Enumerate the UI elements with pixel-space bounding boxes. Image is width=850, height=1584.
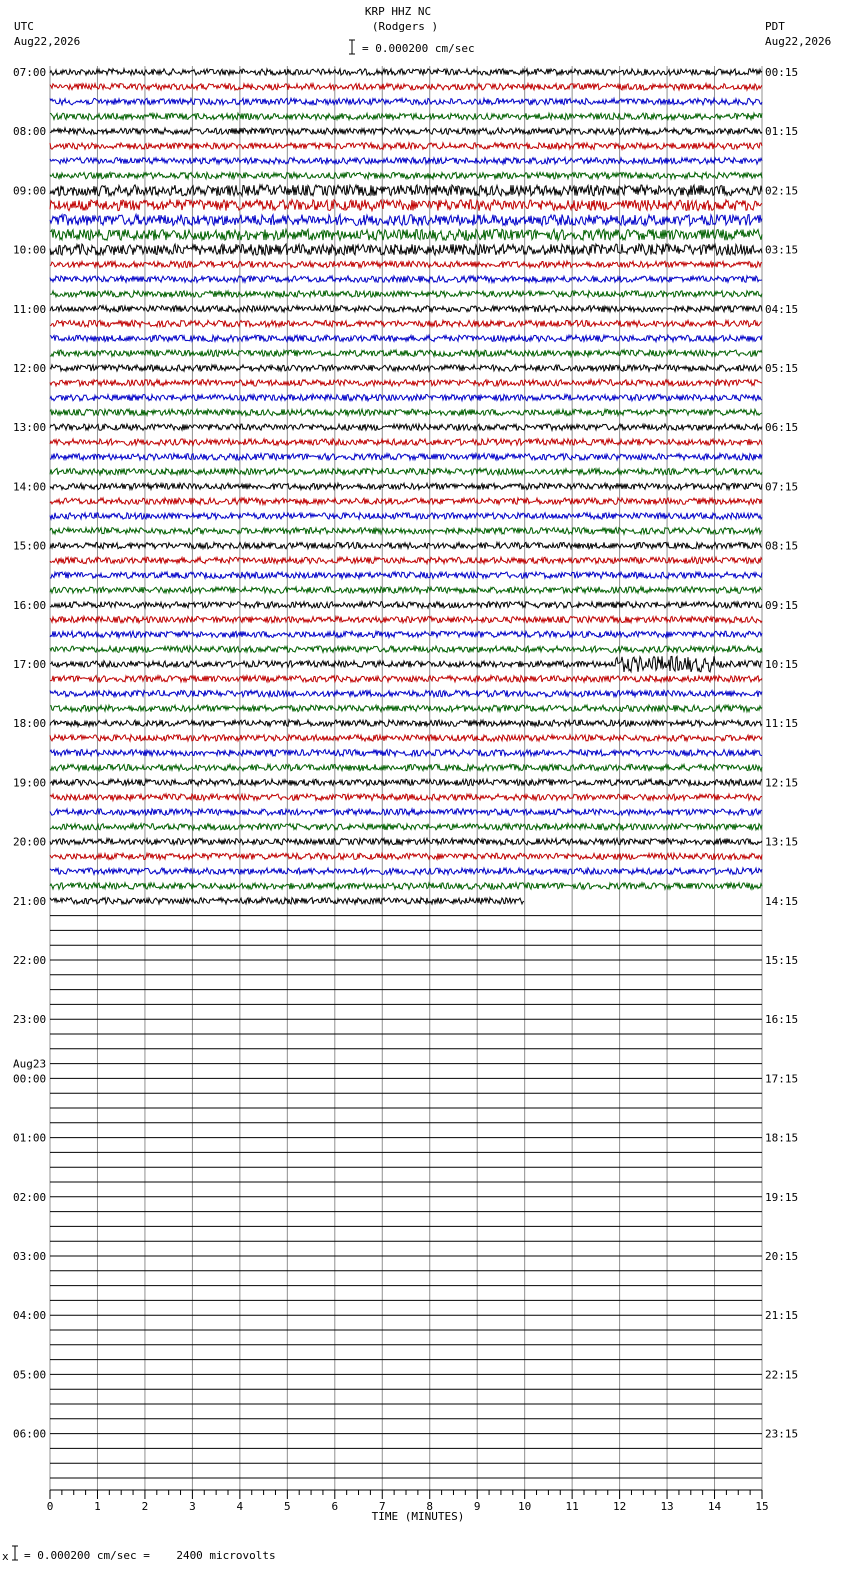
trace-line [50,439,762,445]
trace-line [50,229,762,240]
utc-hour-label: 10:00 [13,243,47,257]
scale-label: = 0.000200 cm/sec [362,42,475,55]
trace-line [50,779,762,785]
utc-hour-label: 02:00 [13,1190,47,1204]
utc-hour-label: 09:00 [13,184,47,198]
utc-hour-label: 20:00 [13,835,47,849]
pdt-hour-label: 08:15 [765,539,799,553]
pdt-hour-label: 19:15 [765,1190,799,1204]
trace-line [50,244,762,255]
footer-scale-icon [12,1546,18,1560]
trace-line [50,572,762,578]
trace-line [50,128,762,134]
utc-hour-label: 17:00 [13,658,47,671]
trace-line [50,794,762,800]
trace-line [50,809,762,815]
pdt-hour-label: 15:15 [765,954,799,967]
utc-hour-label: 12:00 [13,362,47,375]
pdt-hour-label: 20:15 [765,1250,799,1263]
x-tick-label: 5 [284,1500,291,1513]
utc-hour-label: 16:00 [13,598,47,612]
x-axis-label: TIME (MINUTES) [371,1510,465,1523]
trace-line [50,528,762,534]
left-timezone: UTC [14,20,34,33]
trace-line [50,185,762,196]
utc-hour-label: 19:00 [13,776,47,790]
trace-line [50,483,762,489]
right-date: Aug22,2026 [765,35,832,48]
scale-bar-icon [349,40,355,54]
pdt-hour-label: 00:15 [765,66,799,79]
utc-hour-label: 05:00 [13,1368,47,1382]
trace-line [50,215,762,226]
x-tick-label: 7 [378,1500,386,1513]
trace-line [50,306,762,312]
trace-line [50,380,762,386]
left-date: Aug22,2026 [14,35,81,48]
utc-hour-label: 00:00 [13,1072,47,1086]
trace-line [50,602,762,608]
pdt-hour-label: 02:15 [765,184,799,198]
utc-hour-label: 06:00 [13,1427,47,1441]
pdt-hour-label: 22:15 [765,1368,799,1382]
trace-line [50,676,762,682]
trace-line [50,172,762,178]
trace-line [50,720,762,726]
utc-hour-label: 04:00 [13,1309,47,1323]
x-tick-label: 1 [94,1500,101,1513]
trace-line [50,468,762,474]
trace-line [50,498,762,504]
trace-line [50,454,762,460]
utc-hour-label: 01:00 [13,1131,47,1145]
x-tick-label: 11 [565,1500,579,1513]
utc-hour-label: 11:00 [13,302,47,316]
trace-line [50,113,762,119]
trace-line [50,276,762,282]
utc-hour-label: 18:00 [13,717,47,731]
trace-line [50,143,762,149]
utc-hour-label: 03:00 [13,1250,47,1263]
utc-hour-label: 13:00 [13,421,47,435]
trace-line [50,394,762,400]
x-tick-label: 3 [189,1500,196,1513]
trace-line [50,883,762,889]
pdt-hour-label: 04:15 [765,302,799,316]
x-tick-label: 9 [473,1500,481,1513]
pdt-hour-label: 16:15 [765,1013,799,1027]
x-tick-label: 2 [141,1500,149,1513]
x-tick-label: 6 [331,1500,339,1513]
trace-line [50,616,762,622]
trace-line [50,409,762,415]
x-tick-label: 0 [46,1500,54,1513]
pdt-hour-label: 03:15 [765,243,799,257]
x-tick-label: 10 [518,1500,532,1513]
pdt-hour-label: 09:15 [765,598,799,612]
trace-line [50,631,762,637]
pdt-hour-labels [765,66,798,1441]
utc-hour-label: 07:00 [13,66,47,79]
trace-line [50,824,762,830]
pdt-hour-label: 17:15 [765,1072,799,1086]
pdt-hour-label: 10:15 [765,658,799,671]
utc-hour-labels [13,66,46,1441]
x-tick-label: 4 [236,1500,244,1513]
trace-line [50,291,762,297]
trace-line [50,853,762,859]
x-tick-label: 13 [660,1500,674,1513]
trace-line [50,158,762,164]
trace-line [50,838,762,844]
trace-line [50,764,762,770]
trace-line [50,646,762,652]
utc-hour-label: 15:00 [13,539,47,553]
x-tick-label: 8 [426,1500,434,1513]
pdt-hour-label: 06:15 [765,421,799,435]
pdt-hour-label: 12:15 [765,776,799,790]
pdt-hour-label: 14:15 [765,894,799,908]
trace-line [50,424,762,430]
trace-line [50,84,762,90]
trace-line [50,750,762,756]
trace-line [50,587,762,593]
trace-line [50,690,762,696]
pdt-hour-label: 13:15 [765,835,799,849]
pdt-hour-label: 05:15 [765,362,799,375]
footer-scale-label: = 0.000200 cm/sec = 2400 microvolts [24,1549,276,1562]
trace-line [50,557,762,563]
date-change-label: Aug23 [13,1057,47,1071]
trace-line [50,350,762,356]
right-timezone: PDT [765,20,785,33]
trace-line [50,868,762,874]
site-title: (Rodgers ) [371,20,439,33]
trace-line [50,513,762,519]
utc-hour-label: 21:00 [13,894,47,908]
trace-line [50,261,762,267]
trace-line [50,69,762,75]
pdt-hour-label: 01:15 [765,125,799,139]
trace-line [50,200,762,211]
utc-hour-label: 08:00 [13,125,47,139]
pdt-hour-label: 07:15 [765,480,799,494]
x-tick-label: 15 [755,1500,769,1513]
utc-hour-label: 14:00 [13,480,47,494]
pdt-hour-label: 23:15 [765,1427,799,1441]
trace-line [50,735,762,741]
x-tick-label: 12 [612,1500,627,1513]
trace-line [50,656,762,672]
utc-hour-label: 22:00 [13,954,47,967]
utc-hour-label: 23:00 [13,1013,47,1027]
trace-line [50,320,762,326]
station-title: KRP HHZ NC [364,5,432,18]
pdt-hour-label: 21:15 [765,1309,799,1323]
trace-line [50,542,762,548]
trace-rows [50,69,762,904]
pdt-hour-label: 18:15 [765,1131,799,1145]
trace-line [50,705,762,711]
trace-line [50,365,762,371]
trace-line [50,335,762,341]
footer-marker: x [2,1550,9,1563]
pdt-hour-label: 11:15 [765,717,799,731]
x-tick-label: 14 [707,1500,722,1513]
trace-line [50,98,762,104]
